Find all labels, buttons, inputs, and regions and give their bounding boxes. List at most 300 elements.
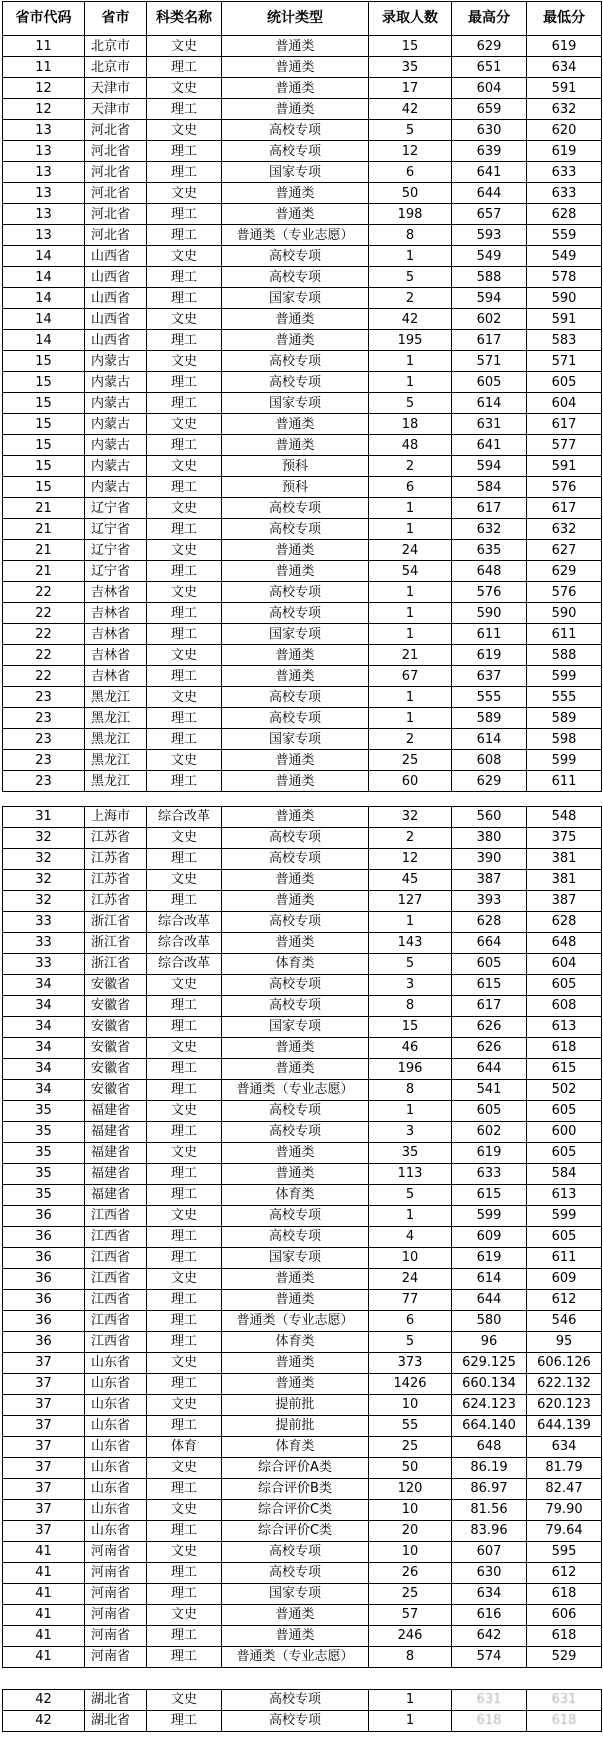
min-score-cell: 578 xyxy=(527,267,602,288)
stat-type-cell: 普通类（专业志愿） xyxy=(222,1311,369,1332)
stat-type-cell: 高校专项 xyxy=(222,1206,369,1227)
admitted-count-cell: 25 xyxy=(369,1584,452,1605)
max-score-cell: 605 xyxy=(452,954,527,975)
min-score-cell: 549 xyxy=(527,246,602,267)
subject-cell: 理工 xyxy=(147,1248,222,1269)
subject-cell: 文史 xyxy=(147,309,222,330)
admitted-count-cell: 1 xyxy=(369,498,452,519)
subject-cell: 文史 xyxy=(147,1605,222,1626)
stat-type-cell: 普通类 xyxy=(222,1374,369,1395)
max-score-cell: 560 xyxy=(452,807,527,828)
subject-cell: 理工 xyxy=(147,1290,222,1311)
max-score-cell: 599 xyxy=(452,1206,527,1227)
province-code-cell: 13 xyxy=(3,141,85,162)
admitted-count-cell: 127 xyxy=(369,891,452,912)
admitted-count-cell: 4 xyxy=(369,1227,452,1248)
max-score-cell: 86.97 xyxy=(452,1479,527,1500)
province-cell: 安徽省 xyxy=(85,1038,147,1059)
max-score-cell: 96 xyxy=(452,1332,527,1353)
max-score-cell: 615 xyxy=(452,975,527,996)
province-cell: 河南省 xyxy=(85,1563,147,1584)
admitted-count-cell: 5 xyxy=(369,120,452,141)
max-score-cell: 619 xyxy=(452,1248,527,1269)
subject-cell: 理工 xyxy=(147,996,222,1017)
min-score-cell: 632 xyxy=(527,99,602,120)
admitted-count-cell: 1 xyxy=(369,1206,452,1227)
max-score-cell: 617 xyxy=(452,498,527,519)
province-cell: 河南省 xyxy=(85,1647,147,1668)
min-score-cell: 613 xyxy=(527,1185,602,1206)
province-code-cell: 41 xyxy=(3,1605,85,1626)
province-code-cell: 41 xyxy=(3,1626,85,1647)
subject-cell: 文史 xyxy=(147,120,222,141)
province-code-cell: 32 xyxy=(3,870,85,891)
province-code-cell: 13 xyxy=(3,120,85,141)
table-row xyxy=(3,561,602,582)
province-cell: 山东省 xyxy=(85,1479,147,1500)
province-code-cell: 31 xyxy=(3,807,85,828)
min-score-cell: 590 xyxy=(527,603,602,624)
subject-cell: 理工 xyxy=(147,372,222,393)
province-code-cell: 33 xyxy=(3,933,85,954)
admitted-count-cell: 50 xyxy=(369,183,452,204)
max-score-cell: 639 xyxy=(452,141,527,162)
min-score-cell: 611 xyxy=(527,1248,602,1269)
min-score-cell: 599 xyxy=(527,1206,602,1227)
province-code-cell: 37 xyxy=(3,1395,85,1416)
stat-type-cell: 提前批 xyxy=(222,1395,369,1416)
admitted-count-cell: 57 xyxy=(369,1605,452,1626)
admitted-count-cell: 12 xyxy=(369,849,452,870)
max-score-cell: 602 xyxy=(452,1122,527,1143)
table-row xyxy=(3,162,602,183)
subject-cell: 文史 xyxy=(147,1542,222,1563)
admitted-count-cell: 32 xyxy=(369,807,452,828)
min-score-cell: 634 xyxy=(527,57,602,78)
province-code-cell: 21 xyxy=(3,540,85,561)
province-cell: 吉林省 xyxy=(85,603,147,624)
admitted-count-cell: 120 xyxy=(369,1479,452,1500)
province-cell: 吉林省 xyxy=(85,624,147,645)
admitted-count-cell: 17 xyxy=(369,78,452,99)
stat-type-cell: 高校专项 xyxy=(222,687,369,708)
province-cell: 福建省 xyxy=(85,1122,147,1143)
max-score-cell: 614 xyxy=(452,729,527,750)
admitted-count-cell: 198 xyxy=(369,204,452,225)
table-row xyxy=(3,435,602,456)
province-cell: 山东省 xyxy=(85,1395,147,1416)
table-row xyxy=(3,624,602,645)
min-score-cell: 622.132 xyxy=(527,1374,602,1395)
subject-cell: 理工 xyxy=(147,330,222,351)
province-code-cell: 12 xyxy=(3,78,85,99)
table-row xyxy=(3,996,602,1017)
max-score-cell: 616 xyxy=(452,1605,527,1626)
table-row xyxy=(3,1164,602,1185)
table-row xyxy=(3,933,602,954)
stat-type-cell: 高校专项 xyxy=(222,1101,369,1122)
min-score-cell: 617 xyxy=(527,498,602,519)
province-cell: 内蒙古 xyxy=(85,477,147,498)
max-score-cell: 83.96 xyxy=(452,1521,527,1542)
max-score-cell: 644 xyxy=(452,1290,527,1311)
table-row xyxy=(3,645,602,666)
admitted-count-cell: 20 xyxy=(369,1521,452,1542)
max-score-cell: 642 xyxy=(452,1626,527,1647)
province-code-cell: 33 xyxy=(3,912,85,933)
admitted-count-cell: 8 xyxy=(369,225,452,246)
min-score-cell: 620 xyxy=(527,120,602,141)
min-score-cell: 612 xyxy=(527,1290,602,1311)
stat-type-cell: 高校专项 xyxy=(222,975,369,996)
province-code-cell: 13 xyxy=(3,183,85,204)
min-score-cell: 599 xyxy=(527,750,602,771)
subject-cell: 理工 xyxy=(147,771,222,792)
province-code-cell: 37 xyxy=(3,1416,85,1437)
max-score-cell: 593 xyxy=(452,225,527,246)
province-cell: 河北省 xyxy=(85,204,147,225)
table-row xyxy=(3,246,602,267)
province-cell: 内蒙古 xyxy=(85,435,147,456)
province-code-cell: 23 xyxy=(3,708,85,729)
province-code-cell: 23 xyxy=(3,750,85,771)
min-score-cell: 631 xyxy=(527,1690,602,1711)
admitted-count-cell: 1 xyxy=(369,1690,452,1711)
table-row xyxy=(3,1143,602,1164)
header-province: 省市 xyxy=(85,2,147,36)
admitted-count-cell: 2 xyxy=(369,288,452,309)
province-code-cell: 12 xyxy=(3,99,85,120)
max-score-cell: 626 xyxy=(452,1017,527,1038)
stat-type-cell: 预科 xyxy=(222,456,369,477)
stat-type-cell: 高校专项 xyxy=(222,828,369,849)
admitted-count-cell: 25 xyxy=(369,1437,452,1458)
province-code-cell: 13 xyxy=(3,204,85,225)
min-score-cell: 588 xyxy=(527,645,602,666)
subject-cell: 理工 xyxy=(147,1626,222,1647)
province-cell: 江西省 xyxy=(85,1332,147,1353)
subject-cell: 理工 xyxy=(147,267,222,288)
province-code-cell: 15 xyxy=(3,393,85,414)
admitted-count-cell: 1 xyxy=(369,582,452,603)
stat-type-cell: 国家专项 xyxy=(222,393,369,414)
max-score-cell: 380 xyxy=(452,828,527,849)
province-cell: 黑龙江 xyxy=(85,687,147,708)
province-cell: 浙江省 xyxy=(85,912,147,933)
min-score-cell: 375 xyxy=(527,828,602,849)
province-code-cell: 32 xyxy=(3,828,85,849)
min-score-cell: 606.126 xyxy=(527,1353,602,1374)
table-row xyxy=(3,540,602,561)
province-code-cell: 21 xyxy=(3,561,85,582)
stat-type-cell: 普通类 xyxy=(222,1626,369,1647)
max-score-cell: 618 xyxy=(452,1711,527,1732)
province-code-cell: 37 xyxy=(3,1374,85,1395)
subject-cell: 理工 xyxy=(147,1563,222,1584)
max-score-cell: 660.134 xyxy=(452,1374,527,1395)
province-code-cell: 15 xyxy=(3,477,85,498)
max-score-cell: 86.19 xyxy=(452,1458,527,1479)
admitted-count-cell: 8 xyxy=(369,1080,452,1101)
province-cell: 上海市 xyxy=(85,807,147,828)
table-row xyxy=(3,1479,602,1500)
table-row xyxy=(3,372,602,393)
stat-type-cell: 普通类 xyxy=(222,57,369,78)
province-cell: 内蒙古 xyxy=(85,393,147,414)
table-row xyxy=(3,1290,602,1311)
max-score-cell: 387 xyxy=(452,870,527,891)
province-cell: 江苏省 xyxy=(85,891,147,912)
admitted-count-cell: 1 xyxy=(369,912,452,933)
min-score-cell: 559 xyxy=(527,225,602,246)
max-score-cell: 589 xyxy=(452,708,527,729)
province-code-cell: 37 xyxy=(3,1437,85,1458)
table-row xyxy=(3,519,602,540)
subject-cell: 文史 xyxy=(147,1269,222,1290)
province-cell: 安徽省 xyxy=(85,996,147,1017)
subject-cell: 理工 xyxy=(147,204,222,225)
stat-type-cell: 高校专项 xyxy=(222,603,369,624)
province-cell: 山西省 xyxy=(85,330,147,351)
table-row xyxy=(3,1437,602,1458)
max-score-cell: 605 xyxy=(452,1101,527,1122)
min-score-cell: 605 xyxy=(527,1143,602,1164)
province-code-cell: 34 xyxy=(3,1017,85,1038)
subject-cell: 体育 xyxy=(147,1437,222,1458)
admitted-count-cell: 246 xyxy=(369,1626,452,1647)
stat-type-cell: 高校专项 xyxy=(222,1711,369,1732)
subject-cell: 文史 xyxy=(147,456,222,477)
province-cell: 吉林省 xyxy=(85,666,147,687)
province-cell: 辽宁省 xyxy=(85,519,147,540)
stat-type-cell: 高校专项 xyxy=(222,246,369,267)
subject-cell: 理工 xyxy=(147,435,222,456)
stat-type-cell: 普通类 xyxy=(222,1164,369,1185)
subject-cell: 文史 xyxy=(147,645,222,666)
stat-type-cell: 综合评价C类 xyxy=(222,1500,369,1521)
min-score-cell: 628 xyxy=(527,912,602,933)
table-row xyxy=(3,1185,602,1206)
table-row xyxy=(3,771,602,792)
min-score-cell: 595 xyxy=(527,1542,602,1563)
subject-cell: 文史 xyxy=(147,1038,222,1059)
subject-cell: 理工 xyxy=(147,1374,222,1395)
min-score-cell: 546 xyxy=(527,1311,602,1332)
province-cell: 黑龙江 xyxy=(85,771,147,792)
province-code-cell: 35 xyxy=(3,1143,85,1164)
min-score-cell: 609 xyxy=(527,1269,602,1290)
table-row xyxy=(3,1269,602,1290)
admitted-count-cell: 24 xyxy=(369,1269,452,1290)
subject-cell: 理工 xyxy=(147,1227,222,1248)
subject-cell: 理工 xyxy=(147,624,222,645)
subject-cell: 文史 xyxy=(147,1206,222,1227)
subject-cell: 综合改革 xyxy=(147,933,222,954)
stat-type-cell: 普通类 xyxy=(222,891,369,912)
admitted-count-cell: 3 xyxy=(369,1122,452,1143)
stat-type-cell: 普通类 xyxy=(222,414,369,435)
province-cell: 江西省 xyxy=(85,1206,147,1227)
table-row xyxy=(3,1605,602,1626)
min-score-cell: 82.47 xyxy=(527,1479,602,1500)
table-row xyxy=(3,456,602,477)
stat-type-cell: 普通类 xyxy=(222,1059,369,1080)
province-code-cell: 32 xyxy=(3,849,85,870)
subject-cell: 理工 xyxy=(147,393,222,414)
subject-cell: 理工 xyxy=(147,1647,222,1668)
province-code-cell: 41 xyxy=(3,1584,85,1605)
table-row xyxy=(3,393,602,414)
table-row xyxy=(3,351,602,372)
max-score-cell: 641 xyxy=(452,435,527,456)
min-score-cell: 619 xyxy=(527,36,602,57)
province-code-cell: 34 xyxy=(3,975,85,996)
province-cell: 湖北省 xyxy=(85,1711,147,1732)
min-score-cell: 605 xyxy=(527,1227,602,1248)
stat-type-cell: 普通类 xyxy=(222,183,369,204)
province-cell: 安徽省 xyxy=(85,975,147,996)
stat-type-cell: 综合评价B类 xyxy=(222,1479,369,1500)
subject-cell: 文史 xyxy=(147,870,222,891)
subject-cell: 文史 xyxy=(147,183,222,204)
max-score-cell: 644 xyxy=(452,1059,527,1080)
stat-type-cell: 国家专项 xyxy=(222,729,369,750)
province-code-cell: 33 xyxy=(3,954,85,975)
max-score-cell: 541 xyxy=(452,1080,527,1101)
stat-type-cell: 体育类 xyxy=(222,1332,369,1353)
subject-cell: 理工 xyxy=(147,162,222,183)
min-score-cell: 381 xyxy=(527,849,602,870)
admitted-count-cell: 5 xyxy=(369,393,452,414)
province-cell: 湖北省 xyxy=(85,1690,147,1711)
province-cell: 吉林省 xyxy=(85,645,147,666)
stat-type-cell: 普通类 xyxy=(222,99,369,120)
max-score-cell: 641 xyxy=(452,162,527,183)
min-score-cell: 591 xyxy=(527,456,602,477)
stat-type-cell: 高校专项 xyxy=(222,582,369,603)
max-score-cell: 659 xyxy=(452,99,527,120)
admitted-count-cell: 45 xyxy=(369,870,452,891)
province-cell: 山西省 xyxy=(85,246,147,267)
table-row xyxy=(3,1332,602,1353)
stat-type-cell: 高校专项 xyxy=(222,519,369,540)
province-cell: 内蒙古 xyxy=(85,372,147,393)
subject-cell: 文史 xyxy=(147,975,222,996)
score-table-part-2 xyxy=(2,806,602,1668)
table-row xyxy=(3,1690,602,1711)
max-score-cell: 584 xyxy=(452,477,527,498)
min-score-cell: 608 xyxy=(527,996,602,1017)
max-score-cell: 631 xyxy=(452,1690,527,1711)
stat-type-cell: 高校专项 xyxy=(222,912,369,933)
subject-cell: 理工 xyxy=(147,603,222,624)
province-code-cell: 14 xyxy=(3,330,85,351)
province-code-cell: 35 xyxy=(3,1185,85,1206)
max-score-cell: 637 xyxy=(452,666,527,687)
table-row xyxy=(3,891,602,912)
max-score-cell: 580 xyxy=(452,1311,527,1332)
table-row xyxy=(3,498,602,519)
province-code-cell: 15 xyxy=(3,435,85,456)
table-row xyxy=(3,1248,602,1269)
table-row xyxy=(3,1416,602,1437)
admitted-count-cell: 35 xyxy=(369,1143,452,1164)
province-cell: 河南省 xyxy=(85,1605,147,1626)
max-score-cell: 648 xyxy=(452,561,527,582)
admitted-count-cell: 2 xyxy=(369,828,452,849)
subject-cell: 理工 xyxy=(147,519,222,540)
province-cell: 北京市 xyxy=(85,36,147,57)
stat-type-cell: 高校专项 xyxy=(222,351,369,372)
admitted-count-cell: 1 xyxy=(369,687,452,708)
table-row xyxy=(3,267,602,288)
admitted-count-cell: 8 xyxy=(369,1647,452,1668)
province-cell: 福建省 xyxy=(85,1143,147,1164)
province-code-cell: 15 xyxy=(3,456,85,477)
max-score-cell: 632 xyxy=(452,519,527,540)
subject-cell: 文史 xyxy=(147,1395,222,1416)
max-score-cell: 651 xyxy=(452,57,527,78)
province-code-cell: 13 xyxy=(3,162,85,183)
min-score-cell: 576 xyxy=(527,582,602,603)
subject-cell: 理工 xyxy=(147,561,222,582)
province-cell: 江西省 xyxy=(85,1248,147,1269)
max-score-cell: 634 xyxy=(452,1584,527,1605)
admitted-count-cell: 1 xyxy=(369,372,452,393)
admitted-count-cell: 67 xyxy=(369,666,452,687)
max-score-cell: 628 xyxy=(452,912,527,933)
subject-cell: 理工 xyxy=(147,1479,222,1500)
stat-type-cell: 普通类 xyxy=(222,645,369,666)
stat-type-cell: 提前批 xyxy=(222,1416,369,1437)
subject-cell: 文史 xyxy=(147,1458,222,1479)
max-score-cell: 648 xyxy=(452,1437,527,1458)
min-score-cell: 604 xyxy=(527,954,602,975)
subject-cell: 文史 xyxy=(147,1690,222,1711)
province-cell: 江西省 xyxy=(85,1227,147,1248)
min-score-cell: 618 xyxy=(527,1038,602,1059)
subject-cell: 文史 xyxy=(147,687,222,708)
province-code-cell: 22 xyxy=(3,666,85,687)
province-cell: 山东省 xyxy=(85,1374,147,1395)
stat-type-cell: 体育类 xyxy=(222,1185,369,1206)
province-code-cell: 41 xyxy=(3,1542,85,1563)
province-code-cell: 36 xyxy=(3,1269,85,1290)
admitted-count-cell: 1 xyxy=(369,1101,452,1122)
max-score-cell: 555 xyxy=(452,687,527,708)
stat-type-cell: 高校专项 xyxy=(222,996,369,1017)
subject-cell: 理工 xyxy=(147,1059,222,1080)
min-score-cell: 548 xyxy=(527,807,602,828)
admitted-count-cell: 26 xyxy=(369,1563,452,1584)
max-score-cell: 393 xyxy=(452,891,527,912)
table-row xyxy=(3,141,602,162)
min-score-cell: 632 xyxy=(527,519,602,540)
table-row xyxy=(3,729,602,750)
admitted-count-cell: 6 xyxy=(369,477,452,498)
table-row xyxy=(3,708,602,729)
stat-type-cell: 预科 xyxy=(222,477,369,498)
admitted-count-cell: 18 xyxy=(369,414,452,435)
min-score-cell: 615 xyxy=(527,1059,602,1080)
province-code-cell: 22 xyxy=(3,603,85,624)
admitted-count-cell: 35 xyxy=(369,57,452,78)
max-score-cell: 619 xyxy=(452,645,527,666)
table-row xyxy=(3,849,602,870)
max-score-cell: 631 xyxy=(452,414,527,435)
max-score-cell: 604 xyxy=(452,78,527,99)
max-score-cell: 588 xyxy=(452,267,527,288)
